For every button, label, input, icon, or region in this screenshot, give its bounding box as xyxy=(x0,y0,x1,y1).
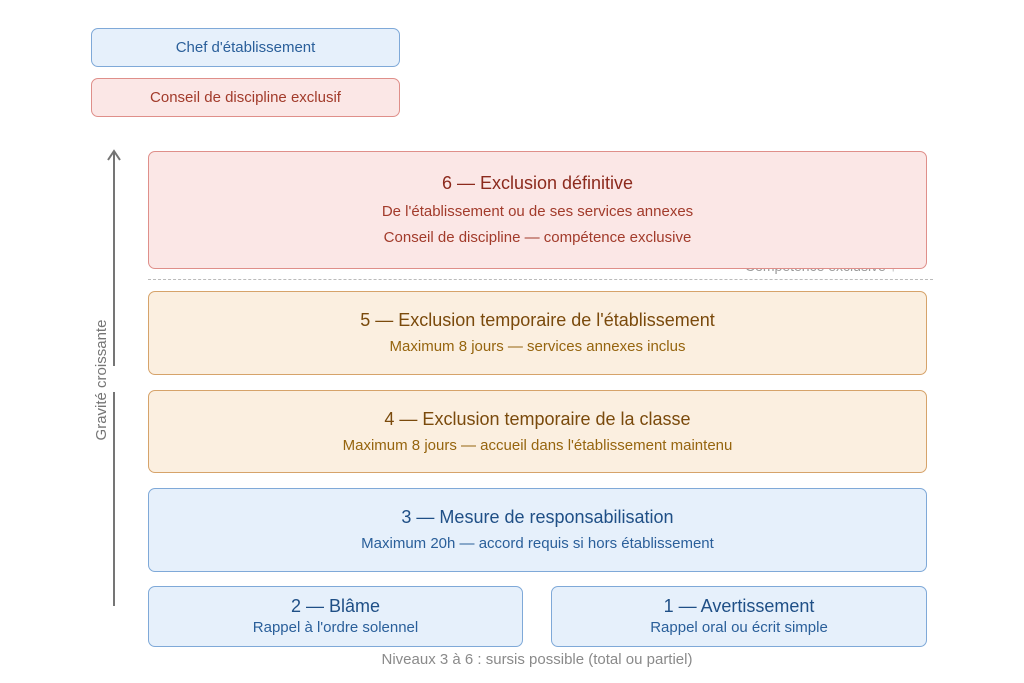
level-4-box xyxy=(148,390,927,473)
gravity-axis-line-lower xyxy=(113,392,115,606)
legend-chef-etablissement xyxy=(91,28,400,67)
competence-separator-line xyxy=(148,279,933,280)
level-4-title: 4 — Exclusion temporaire de la classe xyxy=(384,408,691,429)
legend-chef-label: Chef d'établissement xyxy=(175,39,316,56)
level-6-title: 6 — Exclusion définitive xyxy=(441,173,634,193)
level-5-box xyxy=(148,291,927,375)
level-3-box xyxy=(148,488,927,572)
sursis-footnote: Niveaux 3 à 6 : sursis possible (total ou partiel) xyxy=(381,651,693,668)
level-2-box xyxy=(148,586,523,647)
level-1-line1: Rappel oral ou écrit simple xyxy=(650,619,828,636)
level-3-title: 3 — Mesure de responsabilisation xyxy=(401,507,674,527)
level-2-title: 2 — Blâme xyxy=(290,596,381,616)
gravity-arrowhead-icon xyxy=(107,149,121,161)
gravity-axis-label: Gravité croissante xyxy=(93,319,110,441)
level-6-line1: De l'établissement ou de ses services annexes xyxy=(381,203,694,220)
level-4-line1: Maximum 8 jours — accueil dans l'établissement maintenu xyxy=(342,436,733,454)
level-6-box xyxy=(148,151,927,269)
level-5-title: 5 — Exclusion temporaire de l'établissement xyxy=(360,310,715,330)
gravity-axis-line-upper xyxy=(113,152,115,366)
level-1-title: 1 — Avertissement xyxy=(663,596,815,616)
level-6-line2: Conseil de discipline — compétence exclusive xyxy=(383,229,692,246)
level-2-line1: Rappel à l'ordre solennel xyxy=(252,619,419,636)
level-5-line1: Maximum 8 jours — services annexes inclus xyxy=(389,338,686,355)
level-3-line1: Maximum 20h — accord requis si hors établissement xyxy=(361,535,714,552)
level-1-box xyxy=(551,586,927,647)
legend-conseil-label: Conseil de discipline exclusif xyxy=(150,89,341,106)
legend-conseil-discipline xyxy=(91,78,400,117)
